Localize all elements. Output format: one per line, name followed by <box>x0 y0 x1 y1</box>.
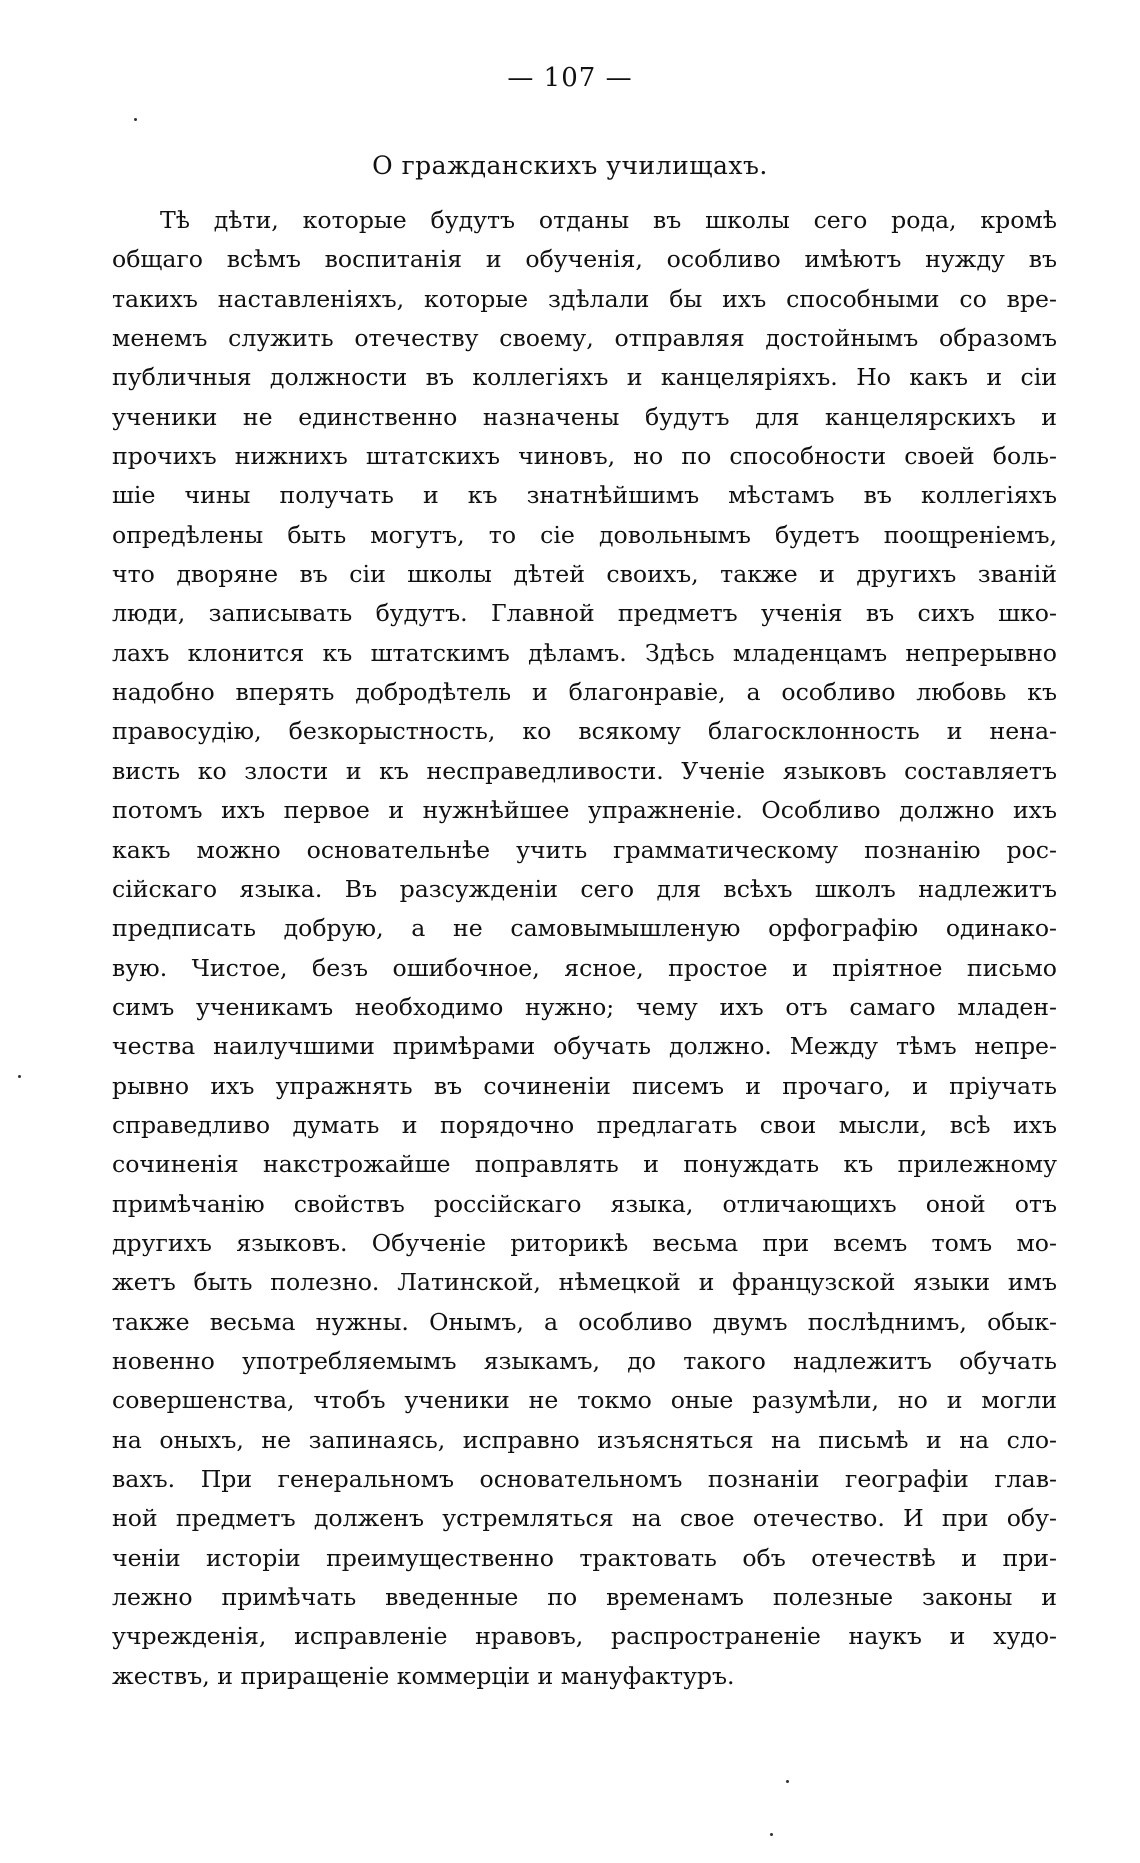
text-line: совершенства, чтобъ ученики не токмо оные разумѣли, но и могли <box>112 1386 1057 1415</box>
text-line: чества наилучшими примѣрами обучать должно. Между тѣмъ непре- <box>112 1032 1057 1061</box>
text-line: ченіи исторіи преимущественно трактовать объ отечествѣ и при- <box>112 1543 1057 1572</box>
text-line: прочихъ нижнихъ штатскихъ чиновъ, но по способности своей боль- <box>112 442 1057 471</box>
text-line: правосудію, безкорыстность, ко всякому благосклонность и нена- <box>112 717 1057 746</box>
text-line: предписать добрую, а не самовымышленую орфографію одинако- <box>112 914 1057 943</box>
text-line: потомъ ихъ первое и нужнѣйшее упражненіе. Особливо должно ихъ <box>112 796 1057 825</box>
text-line: лахъ клонится къ штатскимъ дѣламъ. Здѣсь младенцамъ непрерывно <box>112 638 1057 667</box>
text-line: справедливо думать и порядочно предлагать свои мысли, всѣ ихъ <box>112 1110 1057 1139</box>
text-line: опредѣлены быть могутъ, то сіе довольнымъ будетъ поощреніемъ, <box>112 520 1057 549</box>
text-line: симъ ученикамъ необходимо нужно; чему ихъ отъ самаго младен- <box>112 992 1057 1021</box>
text-line: что дворяне въ сіи школы дѣтей своихъ, также и другихъ званій <box>112 560 1057 589</box>
text-line: шіе чины получать и къ знатнѣйшимъ мѣстамъ въ коллегіяхъ <box>112 481 1057 510</box>
text-line: примѣчанію свойствъ россійскаго языка, отличающихъ оной отъ <box>112 1189 1057 1218</box>
text-line: ученики не единственно назначены будутъ для канцелярскихъ и <box>112 402 1057 431</box>
page-number: — 107 — <box>507 63 633 93</box>
text-line: ной предметъ долженъ устремляться на свое отечество. И при обу- <box>112 1504 1057 1533</box>
body-paragraph <box>112 201 1057 1696</box>
scan-speck <box>770 1833 773 1836</box>
text-line: общаго всѣмъ воспитанія и обученія, особливо имѣютъ нужду въ <box>112 245 1057 274</box>
text-line: люди, записывать будутъ. Главной предметъ ученія въ сихъ шко- <box>112 599 1057 628</box>
section-heading: О гражданскихъ училищахъ. <box>372 151 768 180</box>
text-line: на оныхъ, не запинаясь, исправно изъясняться на письмѣ и на сло- <box>112 1425 1057 1454</box>
text-line: вахъ. При генеральномъ основательномъ познаніи географіи глав- <box>112 1465 1057 1493</box>
text-line: такихъ наставленіяхъ, которые здѣлали бы ихъ способными со вре- <box>112 284 1057 313</box>
text-line: также весьма нужны. Онымъ, а особливо двумъ послѣднимъ, обык- <box>112 1307 1057 1336</box>
text-line: жетъ быть полезно. Латинской, нѣмецкой и французской языки имъ <box>112 1268 1057 1297</box>
text-line: лежно примѣчать введенные по временамъ полезные законы и <box>112 1583 1057 1612</box>
text-line: вую. Чистое, безъ ошибочное, ясное, простое и пріятное письмо <box>112 953 1057 982</box>
text-line: какъ можно основательнѣе учить грамматическому познанію рос- <box>112 835 1057 864</box>
text-line: менемъ служить отечеству своему, отправляя достойнымъ образомъ <box>112 324 1057 353</box>
text-line: сійскаго языка. Въ разсужденіи сего для всѣхъ школъ надлежитъ <box>112 874 1057 903</box>
text-line: сочиненія накстрожайше поправлять и понуждать къ прилежному <box>112 1150 1057 1179</box>
text-line: висть ко злости и къ несправедливости. Ученіе языковъ составляетъ <box>112 756 1057 785</box>
text-line: жествъ, и приращеніе коммерціи и мануфактуръ. <box>112 1661 735 1690</box>
text-line: публичныя должности въ коллегіяхъ и канцеляріяхъ. Но какъ и сіи <box>112 363 1057 392</box>
text-line: новенно употребляемымъ языкамъ, до такого надлежитъ обучать <box>112 1346 1057 1375</box>
scan-speck <box>134 118 137 121</box>
text-line: Тѣ дѣти, которые будутъ отданы въ школы сего рода, кромѣ <box>160 206 1057 234</box>
text-line: учрежденія, исправленіе нравовъ, распространеніе наукъ и худо- <box>112 1622 1057 1651</box>
text-line: надобно вперять добродѣтель и благонравіе, а особливо любовь къ <box>112 678 1057 707</box>
text-line: другихъ языковъ. Обученіе риторикѣ весьма при всемъ томъ мо- <box>112 1228 1057 1257</box>
scan-speck <box>18 1075 21 1078</box>
text-line: рывно ихъ упражнять въ сочиненіи писемъ и прочаго, и пріучать <box>112 1071 1057 1100</box>
scan-speck <box>786 1780 789 1783</box>
